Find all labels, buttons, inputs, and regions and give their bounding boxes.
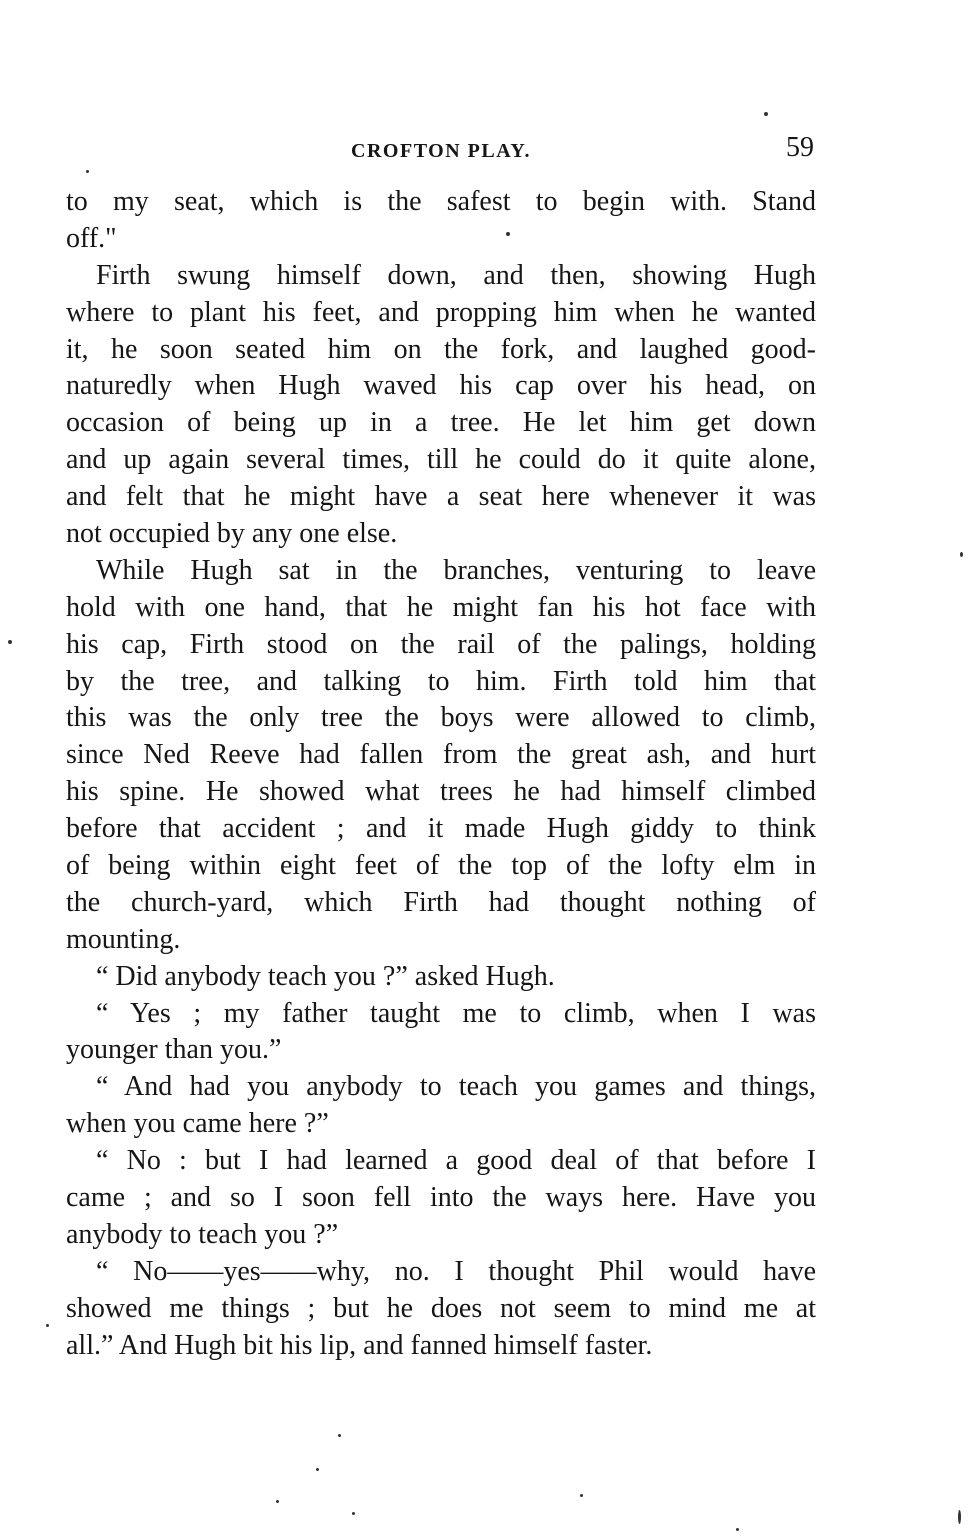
text-line: anybody to teach you ?”: [66, 1218, 339, 1250]
running-head: [66, 132, 816, 166]
text-line: younger than you.”: [66, 1034, 282, 1066]
text-line: when you came here ?”: [66, 1108, 329, 1140]
scan-speck: [580, 1494, 583, 1497]
scan-speck: [8, 640, 12, 644]
text-line: showed me things ; but he does not seem to mind me at: [66, 1292, 816, 1324]
scan-speck: [958, 1510, 961, 1524]
text-line: by the tree, and talking to him. Firth told him that: [66, 665, 816, 697]
text-line: all.” And Hugh bit his lip, and fanned himself faster.: [66, 1329, 653, 1361]
chapter-title: CROFTON PLAY.: [351, 140, 531, 162]
text-line: mounting.: [66, 923, 181, 955]
text-line: not occupied by any one else.: [66, 518, 398, 550]
text-line: it, he soon seated him on the fork, and laughed good-: [66, 333, 816, 365]
text-line: occasion of being up in a tree. He let him get down: [66, 407, 816, 439]
scan-speck: [352, 1512, 355, 1515]
text-line: “ Did anybody teach you ?” asked Hugh.: [96, 960, 555, 992]
text-line: his cap, Firth stood on the rail of the palings, holding: [66, 628, 816, 660]
text-line: “ No : but I had learned a good deal of that before I: [96, 1145, 816, 1177]
scan-speck: [276, 1500, 279, 1503]
page-number: 59: [786, 132, 814, 163]
text-line: before that accident ; and it made Hugh giddy to think: [66, 813, 816, 845]
text-line: Firth swung himself down, and then, showing Hugh: [96, 259, 816, 291]
text-line: and felt that he might have a seat here whenever it was: [66, 481, 816, 513]
body-text: [66, 184, 816, 1365]
text-line: to my seat, which is the safest to begin with. Stand: [66, 186, 816, 217]
scan-speck: [316, 1468, 319, 1471]
text-line: this was the only tree the boys were allowed to climb,: [66, 702, 816, 734]
scan-speck: [86, 170, 89, 173]
scan-speck: [46, 1324, 49, 1327]
text-line: “ And had you anybody to teach you games and things,: [96, 1071, 816, 1103]
scan-speck: [764, 112, 768, 116]
scan-speck: [338, 1434, 341, 1437]
text-line: naturedly when Hugh waved his cap over his head, on: [66, 370, 816, 402]
text-line: came ; and so I soon fell into the ways here. Have you: [66, 1182, 816, 1214]
text-line: off.": [66, 222, 117, 254]
text-line: of being within eight feet of the top of the lofty elm in: [66, 850, 816, 882]
scan-speck: [960, 552, 963, 557]
text-line: and up again several times, till he could do it quite alone,: [66, 444, 816, 476]
scan-speck: [736, 1528, 739, 1531]
text-line: “ Yes ; my father taught me to climb, when I was: [96, 997, 816, 1029]
text-line: since Ned Reeve had fallen from the great ash, and hurt: [66, 739, 816, 771]
text-line: hold with one hand, that he might fan his hot face with: [66, 591, 816, 623]
scan-speck: [506, 232, 510, 236]
text-line: “ No——yes——why, no. I thought Phil would have: [96, 1255, 816, 1287]
text-line: his spine. He showed what trees he had himself climbed: [66, 776, 816, 808]
text-line: where to plant his feet, and propping him when he wanted: [66, 296, 816, 328]
text-line: While Hugh sat in the branches, venturing to leave: [96, 554, 816, 586]
text-line: the church-yard, which Firth had thought nothing of: [66, 886, 816, 918]
